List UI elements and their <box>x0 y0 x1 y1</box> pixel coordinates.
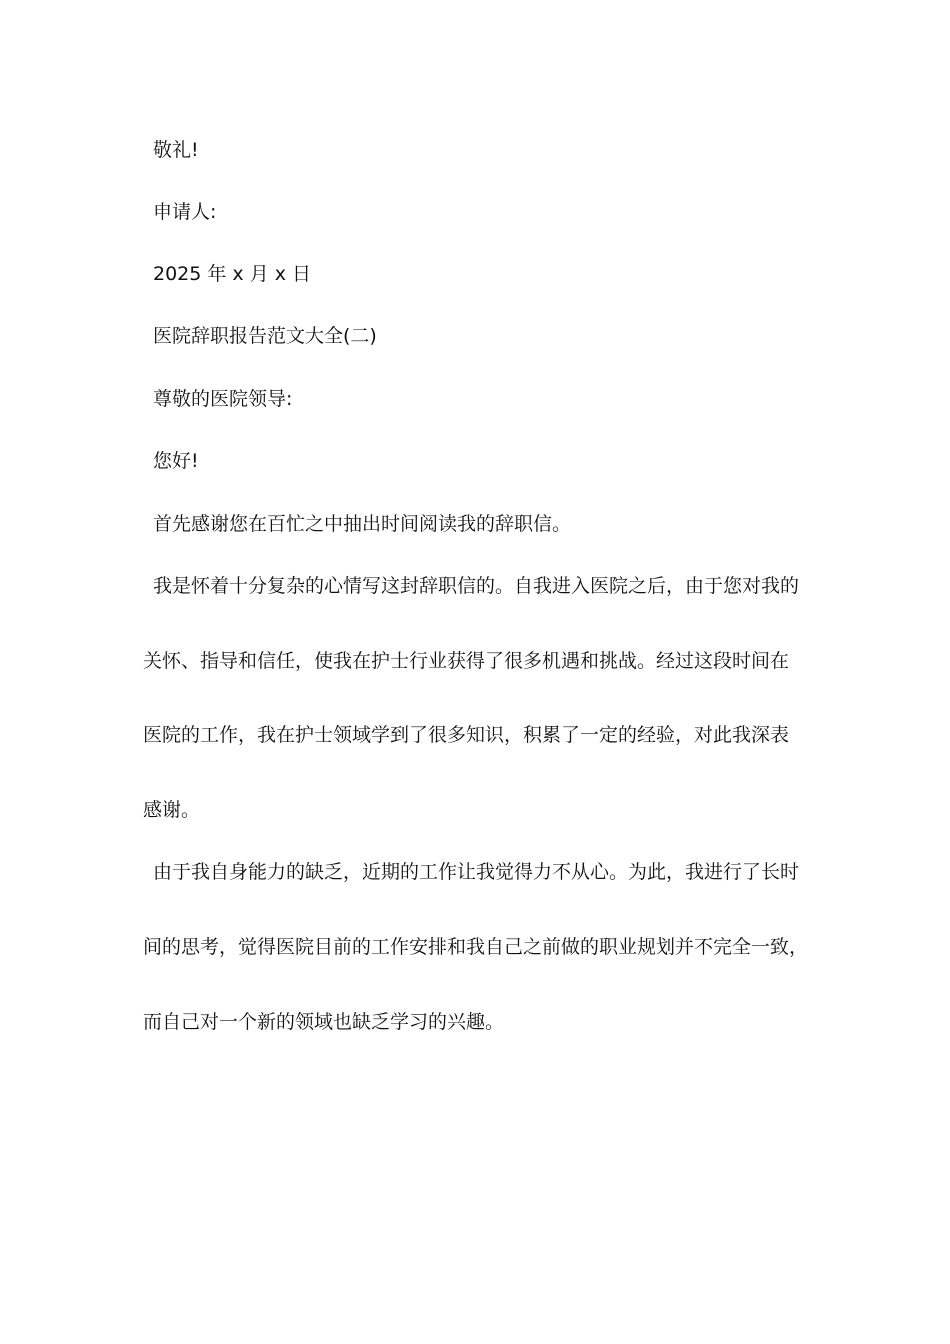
paragraph-1: 首先感谢您在百忙之中抽出时间阅读我的辞职信。 <box>153 513 572 535</box>
greeting-line: 您好! <box>153 450 199 472</box>
applicant-line: 申请人: <box>153 201 217 223</box>
paragraph-2-line: 感谢。 <box>143 799 201 821</box>
salutation-line: 尊敬的医院领导: <box>153 388 293 410</box>
paragraph-3-line: 间的思考，觉得医院目前的工作安排和我自己之前做的职业规划并不完全一致， <box>143 936 809 958</box>
paragraph-2-line: 我是怀着十分复杂的心情写这封辞职信的。自我进入医院之后，由于您对我的 <box>153 575 800 597</box>
paragraph-3-line: 由于我自身能力的缺乏，近期的工作让我觉得力不从心。为此，我进行了长时 <box>153 861 800 883</box>
paragraph-3-line: 而自己对一个新的领域也缺乏学习的兴趣。 <box>143 1011 505 1033</box>
paragraph-2-line: 关怀、指导和信任，使我在护士行业获得了很多机遇和挑战。经过这段时间在 <box>143 650 790 672</box>
section-title: 医院辞职报告范文大全(二) <box>153 325 377 347</box>
date-line: 2025 年 x 月 x 日 <box>153 263 312 285</box>
paragraph-2-line: 医院的工作，我在护士领域学到了很多知识，积累了一定的经验，对此我深表 <box>143 724 790 746</box>
closing-line: 敬礼! <box>153 139 199 161</box>
